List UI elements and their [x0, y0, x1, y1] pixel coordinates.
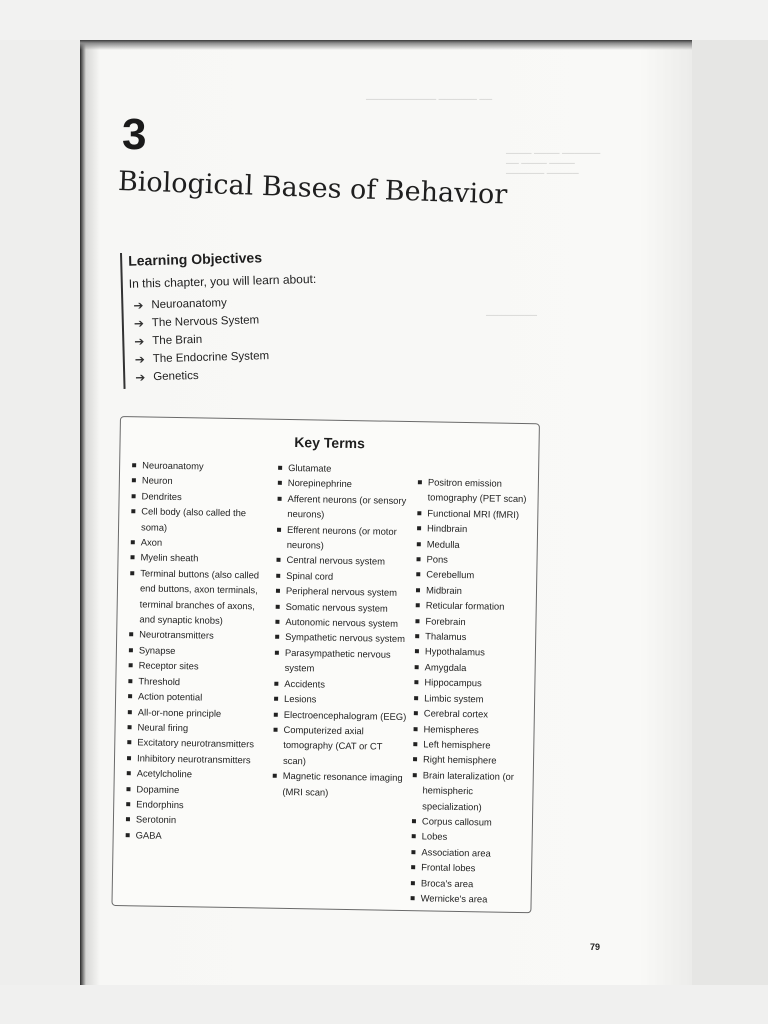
- key-term: Positron emission tomography (PET scan): [415, 474, 538, 507]
- chapter-title: Biological Bases of Behavior: [117, 166, 508, 211]
- key-term: Functional MRI (fMRI): [415, 505, 537, 523]
- key-term: Right hemisphere: [411, 751, 533, 769]
- page-number: 79: [590, 942, 601, 952]
- key-term: Dopamine: [124, 781, 264, 799]
- key-term: Hippocampus: [412, 674, 534, 692]
- learning-objectives: [120, 247, 371, 389]
- key-term: Somatic nervous system: [274, 598, 410, 616]
- key-term: Left hemisphere: [411, 736, 533, 754]
- key-term: Spinal cord: [274, 568, 410, 586]
- background-left: [0, 40, 80, 985]
- key-term: Neurotransmitters: [127, 627, 267, 645]
- key-term: Acetylcholine: [125, 765, 265, 783]
- key-term: Hypothalamus: [413, 644, 535, 662]
- key-term: Myelin sheath: [128, 550, 268, 568]
- key-terms-column-3: [409, 474, 539, 907]
- key-term: Cell body (also called the soma): [129, 503, 270, 536]
- learning-objectives-heading: Learning Objectives: [127, 249, 263, 269]
- key-term: Thalamus: [413, 628, 535, 646]
- objective-item: [134, 310, 370, 330]
- key-term: Endorphins: [124, 796, 264, 814]
- learning-objectives-list: [129, 292, 371, 384]
- key-term: Threshold: [126, 673, 266, 691]
- key-term: Pons: [414, 551, 536, 569]
- key-term: Glutamate: [276, 460, 412, 478]
- background-bottom: [0, 985, 768, 1024]
- key-terms-heading: Key Terms: [294, 434, 365, 452]
- key-term: All-or-none principle: [126, 704, 266, 722]
- key-term: Serotonin: [124, 811, 264, 829]
- key-term: Corpus callosum: [410, 813, 532, 831]
- key-term: Neural firing: [125, 719, 265, 737]
- key-term: Norepinephrine: [276, 475, 412, 493]
- background-top: [0, 0, 768, 40]
- key-term: Autonomic nervous system: [273, 614, 409, 632]
- bleed-through-text: ──── ──── ────── ── ──── ──── ────── ─────: [506, 148, 601, 178]
- arrow-icon: ➔: [133, 316, 145, 331]
- key-term: Cerebellum: [414, 567, 536, 585]
- key-term: Excitatory neurotransmitters: [125, 734, 265, 752]
- key-term: Parasympathetic nervous system: [272, 645, 409, 678]
- key-term: Medulla: [415, 536, 537, 554]
- key-term: Midbrain: [414, 582, 536, 600]
- key-term: Amygdala: [413, 659, 535, 677]
- key-term: Broca's area: [409, 875, 531, 893]
- key-term: Afferent neurons (or sensory neurons): [275, 491, 412, 524]
- key-terms-column-2: [270, 460, 412, 801]
- key-term: Reticular formation: [414, 597, 536, 615]
- key-term: Wernicke's area: [409, 890, 531, 908]
- arrow-icon: ➔: [135, 370, 146, 385]
- key-term: Neuroanatomy: [130, 457, 270, 475]
- key-terms-box: [111, 416, 539, 913]
- key-term: Sympathetic nervous system: [273, 629, 409, 647]
- key-term: Receptor sites: [127, 657, 267, 675]
- key-term: Neuron: [130, 473, 270, 491]
- key-term: Lesions: [272, 691, 408, 709]
- key-term: Synapse: [127, 642, 267, 660]
- key-term: Forebrain: [413, 613, 535, 631]
- objective-label: Neuroanatomy: [151, 297, 227, 312]
- key-term: Accidents: [272, 675, 408, 693]
- key-term: Limbic system: [412, 690, 534, 708]
- key-term: Central nervous system: [274, 552, 410, 570]
- key-term: Dendrites: [129, 488, 269, 506]
- key-term: Magnetic resonance imaging (MRI scan): [270, 768, 407, 801]
- key-term: Computerized axial tomography (CAT or CT scan): [271, 722, 408, 771]
- objective-label: Genetics: [153, 369, 199, 384]
- key-term: Axon: [129, 534, 269, 552]
- page-content: [86, 48, 686, 982]
- objective-item: [135, 364, 371, 384]
- objective-item: [133, 292, 369, 312]
- bleed-through-text: ────────: [486, 310, 538, 320]
- key-term: Efferent neurons (or motor neurons): [275, 521, 412, 554]
- key-term: Action potential: [126, 688, 266, 706]
- objective-item: [135, 346, 371, 366]
- key-term: GABA: [124, 827, 264, 845]
- key-term: Peripheral nervous system: [274, 583, 410, 601]
- key-term: Electroencephalogram (EEG): [272, 706, 408, 724]
- objective-label: The Endocrine System: [152, 350, 270, 366]
- key-terms-column-1: [124, 457, 271, 845]
- key-term: Frontal lobes: [409, 859, 531, 877]
- key-term: Hindbrain: [415, 520, 537, 538]
- arrow-icon: ➔: [134, 352, 146, 367]
- arrow-icon: ➔: [134, 334, 145, 349]
- chapter-number: 3: [122, 110, 146, 159]
- learning-objectives-intro: In this chapter, you will learn about:: [128, 271, 317, 291]
- key-term: Cerebral cortex: [412, 705, 534, 723]
- key-term: Lobes: [410, 828, 532, 846]
- key-term: Inhibitory neurotransmitters: [125, 750, 265, 768]
- objective-label: The Brain: [152, 333, 203, 348]
- key-term: Terminal buttons (also called end buttons, axon terminals, terminal branches of axons, and synaptic knobs): [127, 565, 268, 629]
- key-term: Hemispheres: [411, 721, 533, 739]
- key-term: Brain lateralization (or hemispheric specialization): [410, 767, 533, 815]
- objective-item: [134, 328, 370, 348]
- arrow-icon: ➔: [133, 298, 144, 313]
- key-term: Association area: [409, 844, 531, 862]
- objective-label: The Nervous System: [151, 314, 260, 330]
- bleed-through-text: ─────────── ────── ──: [366, 94, 493, 104]
